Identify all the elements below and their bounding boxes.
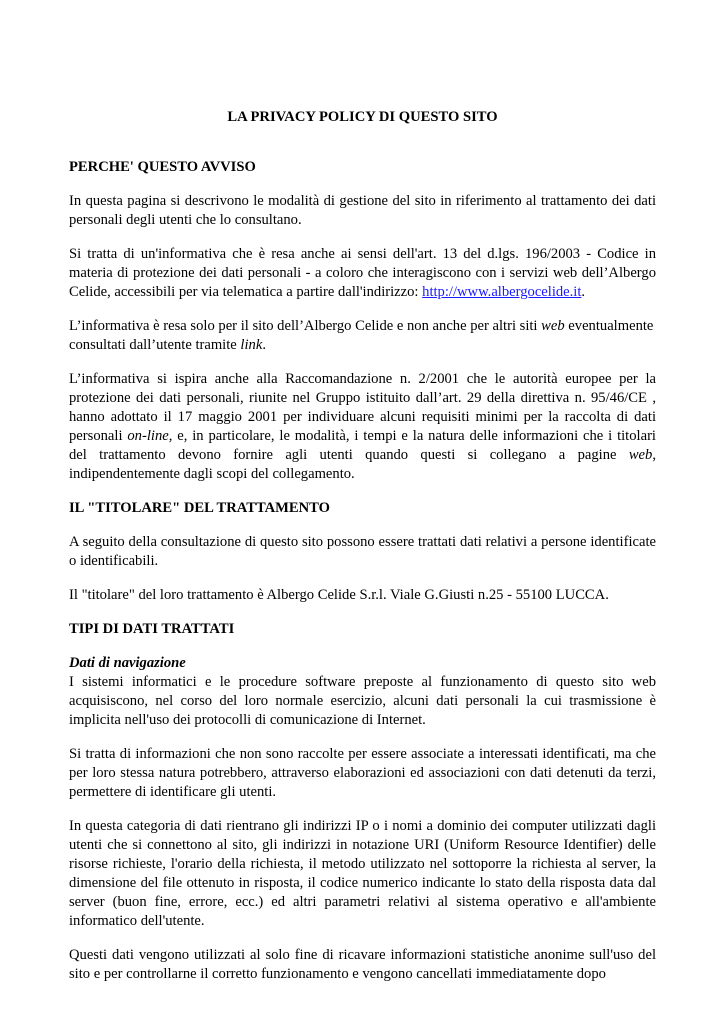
paragraph-informativa-sito bbox=[69, 317, 656, 355]
text-span: L’informativa è resa solo per il sito dell’Albergo Celide e non anche per altri siti bbox=[69, 318, 542, 334]
website-link[interactable]: http://www.albergocelide.it bbox=[422, 284, 582, 300]
text-span: eventualmente consultati dall’utente tramite bbox=[69, 318, 654, 353]
subsection-navigazione bbox=[69, 654, 656, 730]
document-page bbox=[69, 108, 656, 999]
paragraph-raccomandazione bbox=[69, 370, 656, 484]
paragraph-navigazione-4: Questi dati vengono utilizzati al solo fine di ricavare informazioni statistiche anonime sull'uso del sito e per controllarne il corretto funzionamento e vengono cancellati immediatamente dopo bbox=[69, 947, 656, 982]
paragraph-avviso-intro: In questa pagina si descrivono le modalità di gestione del sito in riferimento al trattamento dei dati personali degli utenti che lo consultano. bbox=[69, 193, 656, 228]
italic-term: link bbox=[240, 337, 263, 353]
page-title: LA PRIVACY POLICY DI QUESTO SITO bbox=[227, 109, 498, 125]
text-span: , indipendentemente dagli scopi del collegamento. bbox=[69, 447, 656, 482]
paragraph-navigazione-2: Si tratta di informazioni che non sono raccolte per essere associate a interessati identificati, ma che per loro stessa natura potrebbero, attraverso elaborazioni ed associazioni con dati detenuti da terzi, permettere di identificare gli utenti. bbox=[69, 746, 656, 800]
text-span: Si tratta di un'informativa che è resa anche ai sensi dell'art. 13 del d.lgs. 196/2003 - Codice in materia di protezione dei dati personali - a coloro che interagiscono con i servizi web dell’Albergo Celide, accessibili per via telematica a partire dall'indirizzo: bbox=[69, 246, 656, 300]
section-heading-tipi-dati: TIPI DI DATI TRATTATI bbox=[69, 621, 235, 637]
text-span: L’informativa si ispira anche alla Raccomandazione n. 2/2001 che le autorità europee per la protezione dei dati personali, riunite nel Gruppo istituito dall’art. 29 della direttiva n. 95/46/CE , hanno adottato il 17 maggio 2001 per individuare alcuni requisiti minimi per la raccolta di dati personali bbox=[69, 371, 656, 444]
subheading-dati-navigazione: Dati di navigazione bbox=[69, 655, 186, 671]
paragraph-navigazione-1: I sistemi informatici e le procedure software preposte al funzionamento di questo sito web acquisiscono, nel corso del loro normale esercizio, alcuni dati personali la cui trasmissione è implicita nell'uso dei protocolli di comunicazione di Internet. bbox=[69, 674, 656, 728]
paragraph-navigazione-3: In questa categoria di dati rientrano gli indirizzi IP o i nomi a dominio dei computer utilizzati dagli utenti che si connettono al sito, gli indirizzi in notazione URI (Uniform Resource Identifier) delle risorse richieste, l'orario della richiesta, il metodo utilizzato nel sottoporre la richiesta al server, la dimensione del file ottenuto in risposta, il codice numerico indicante lo stato della risposta data dal server (buon fine, errore, ecc.) ed altri parametri relativi al sistema operativo e all'ambiente informatico dell'utente. bbox=[69, 818, 656, 929]
section-heading-titolare: IL "TITOLARE" DEL TRATTAMENTO bbox=[69, 500, 330, 516]
italic-term: web bbox=[541, 318, 565, 334]
section-heading-avviso: PERCHE' QUESTO AVVISO bbox=[69, 159, 256, 175]
italic-term: web bbox=[628, 447, 653, 463]
italic-term: on-line bbox=[127, 428, 169, 444]
paragraph-titolare-info: Il "titolare" del loro trattamento è Albergo Celide S.r.l. Viale G.Giusti n.25 - 55100 LUCCA. bbox=[69, 587, 609, 603]
text-span: . bbox=[581, 284, 586, 300]
text-span: . bbox=[262, 337, 266, 353]
paragraph-titolare-intro: A seguito della consultazione di questo sito possono essere trattati dati relativi a persone identificate o identificabili. bbox=[69, 534, 656, 569]
text-span: , e, in particolare, le modalità, i tempi e la natura delle informazioni che i titolari del trattamento devono fornire agli utenti quando questi si collegano a pagine bbox=[69, 428, 656, 463]
paragraph-informativa-legge bbox=[69, 245, 656, 302]
